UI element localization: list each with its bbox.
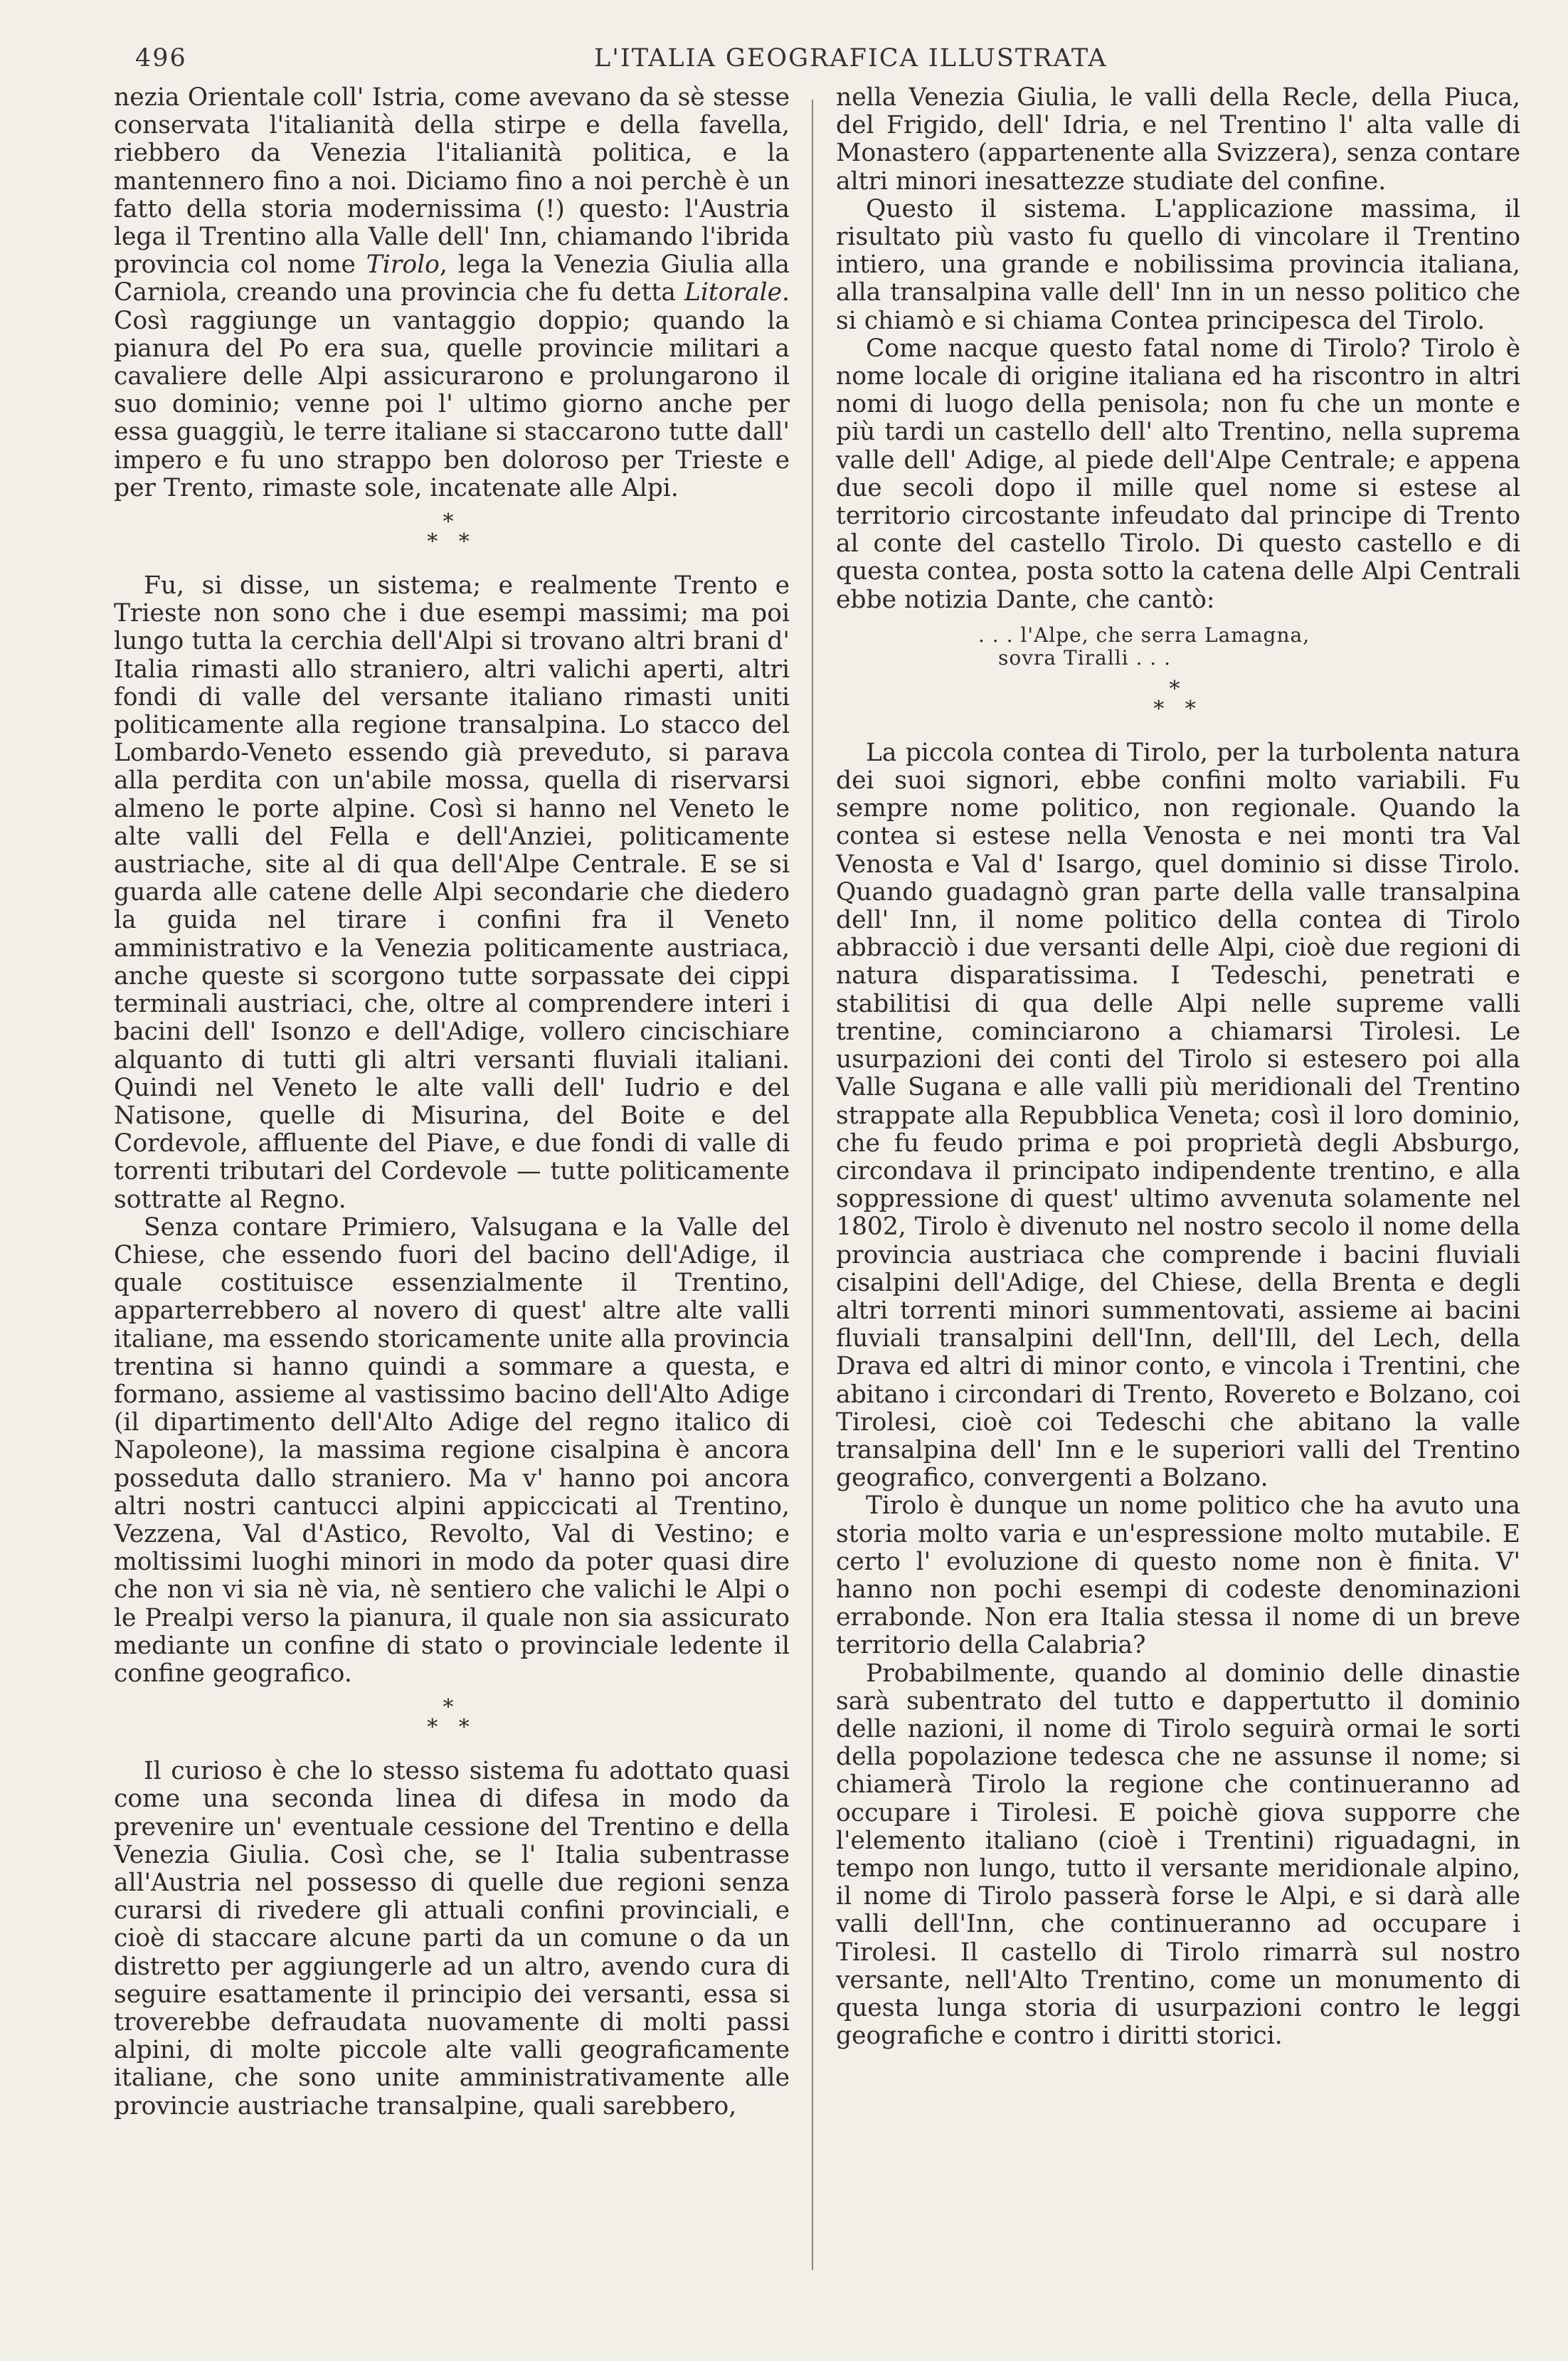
page-number: 496 [135,44,187,73]
column-divider [812,100,813,2270]
running-title: L'ITALIA GEOGRAFICA ILLUSTRATA [594,44,1108,73]
section-separator: * * * [427,1695,477,1741]
left-column [114,84,790,2120]
paragraph: Senza contare Primiero, Valsugana e la Valle del Chiese, che essendo fuori del bacino dell'Adige, il quale costituisce essenzialmente il Trentino, apparterrebbero al novero di quest' altre alte valli italiane, ma essendo storicamente unite alla provincia trentina si hanno quindi a sommare a questa, e formano, assieme al vastissimo bacino dell'Alto Adige (il dipartimento dell'Alto Adige del regno italico di Napoleone), la massima regione cisalpina è ancora posseduta dallo straniero. Ma v' hanno poi ancora altri nostri cantucci alpini appiccicati al Trentino, Vezzena, Val d'Astico, Revolto, Val di Vestino; e moltissimi luoghi minori in modo da poter quasi dire che non vi sia nè via, nè sentiero che valichi le Alpi o le Prealpi verso la pianura, il quale non sia assicurato mediante un confine di stato o provinciale ledente il confine geografico. [114,1213,790,1688]
paragraph: Fu, si disse, un sistema; e realmente Trento e Trieste non sono che i due esempi massimi; ma poi lungo tutta la cerchia dell'Alpi si trovano altri brani d' Italia rimasti allo straniero, altri valichi aperti, altri fondi di valle del versante italiano rimasti uniti politicamente alla regione transalpina. Lo stacco del Lombardo-Veneto essendo già preveduto, si parava alla perdita con un'abile mossa, quella di riservarsi almeno le porte alpine. Così si hanno nel Veneto le alte valli del Fella e dell'Anziei, politicamente austriache, site al di qua dell'Alpe Centrale. E se si guarda alle catene delle Alpi secondarie che diedero la guida nel tirare i confini fra il Veneto amministrativo e la Venezia politicamente austriaca, anche queste si scorgono tutte sorpassate dei cippi terminali austriaci, che, oltre al comprendere interi i bacini dell' Isonzo e dell'Adige, vollero cincischiare alquanto di tutti gli altri versanti fluviali italiani. Quindi nel Veneto le alte valli dell' Iudrio e del Natisone, quelle di Misurina, del Boite e del Cordevole, affluente del Piave, e due fondi di valle di torrenti tributari del Cordevole — tutte politicamente sottratte al Regno. [114,571,790,1214]
paragraph: Tirolo è dunque un nome politico che ha avuto una storia molto varia e un'espressione molto mutabile. E certo l' evoluzione di questo nome non è finita. V' hanno non pochi esempi di codeste denominazioni errabonde. Non era Italia stessa il nome di un breve territorio della Calabria? [836,1491,1520,1660]
page-header [121,44,1476,78]
verse-line: sovra Tiralli . . . [998,645,1171,670]
paragraph: La piccola contea di Tirolo, per la turbolenta natura dei suoi signori, ebbe confini molto variabili. Fu sempre nome politico, non regionale. Quando la contea si estese nella Venosta e nei monti tra Val Venosta e Val d' Isargo, quel dominio si disse Tirolo. Quando guadagnò gran parte della valle transalpina dell' Inn, il nome politico della contea di Tirolo abbracciò i due versanti delle Alpi, cioè due regioni di natura disparatissima. I Tedeschi, penetrati e stabilitisi di qua delle Alpi nelle supreme valli trentine, cominciarono a chiamarsi Tirolesi. Le usurpazioni dei conti del Tirolo si estesero poi alla Valle Sugana e alle valli più meridionali del Trentino strappate alla Repubblica Veneta; così il loro dominio, che fu feudo prima e poi proprietà degli Absburgo, circondava il principato indipendente trentino, e alla soppressione di quest' ultimo avvenuta solamente nel 1802, Tirolo è divenuto nel nostro secolo il nome della provincia austriaca che comprende i bacini fluviali cisalpini dell'Adige, del Chiese, della Brenta e degli altri torrenti minori summentovati, assieme ai bacini fluviali transalpini dell'Inn, dell'Ill, del Lech, della Drava ed altri di minor conto, e vincola i Trentini, che abitano i circondari di Trento, Rovereto e Bolzano, coi Tirolesi, cioè coi Tedeschi che abitano la valle transalpina dell' Inn e le superiori valli del Trentino geografico, convergenti a Bolzano. [836,738,1520,1493]
paragraph: nezia Orientale coll' Istria, come avevano da sè stesse conservata l'italianità della stirpe e della favella, riebbero da Venezia l'italianità politica, e la mantennero fino a noi. Diciamo fino a noi perchè è un fatto della storia modernissima (!) questo: l'Austria lega il Trentino alla Valle dell' Inn, chiamando l'ibrida provincia col nome Tirolo, lega la Venezia Giulia alla Carniola, creando una provincia che fu detta Litorale. Così raggiunge un vantaggio doppio; quando la pianura del Po era sua, quelle provincie militari a cavaliere delle Alpi assicurarono e prolungarono il suo dominio; venne poi l' ultimo giorno anche per essa guaggiù, le terre italiane si staccarono tutte dall' impero e fu uno strappo ben doloroso per Trieste e per Trento, rimaste sole, incatenate alle Alpi. [114,83,790,502]
right-column [836,84,1520,2050]
paragraph: Questo il sistema. L'applicazione massima, il risultato più vasto fu quello di vincolare il Trentino intiero, una grande e nobilissima provincia italiana, alla transalpina valle dell' Inn in un nesso politico che si chiamò e si chiama Contea principesca del Tirolo. [836,194,1520,335]
paragraph: Come nacque questo fatal nome di Tirolo? Tirolo è nome locale di origine italiana ed ha riscontro in altri nomi di luogo della penisola; non fu che un monte e più tardi un castello dell' alto Trentino, nella suprema valle dell' Adige, al piede dell'Alpe Centrale; e appena due secoli dopo il mille quel nome si estese al territorio circostante infeudato dal principe di Trento al conte del castello Tirolo. Di questo castello e di questa contea, posta sotto la catena delle Alpi Centrali ebbe notizia Dante, che cantò: [836,334,1520,614]
paragraph: Il curioso è che lo stesso sistema fu adottato quasi come una seconda linea di difesa in modo da prevenire un' eventuale cessione del Trentino e della Venezia Giulia. Così che, se l' Italia subentrasse all'Austria nel possesso di quelle due regioni senza curarsi di rivedere gli attuali confini provinciali, e cioè di staccare alcune parti da un comune o da un distretto per aggiungerle ad un altro, avendo cura di seguire esattamente il principio dei versanti, essa si troverebbe defraudata nuovamente di molti passi alpini, di molte piccole alte valli geograficamente italiane, che sono unite amministrativamente alle provincie austriache transalpine, quali sarebbero, [114,1757,790,2120]
italic-term: Tirolo [366,250,440,280]
verse-line: . . . l'Alpe, che serra Lamagna, [978,623,1310,647]
section-separator: * * * [1153,676,1203,722]
paragraph: nella Venezia Giulia, le valli della Recle, della Piuca, del Frigido, dell' Idria, e nel Trentino l' alta valle di Monastero (appartenente alla Svizzera), senza contare altri minori inesattezze studiate del confine. [836,83,1520,196]
italic-term: Litorale [684,278,783,307]
section-separator: * * * [427,509,477,555]
paragraph: Probabilmente, quando al dominio delle dinastie sarà subentrato del tutto e dappertutto il dominio delle nazioni, il nome di Tirolo seguirà ormai le sorti della popolazione tedesca che ne assunse il nome; si chiamerà Tirolo la regione che continueranno ad occupare i Tirolesi. E poichè giova supporre che l'elemento italiano (cioè i Trentini) riguadagni, in tempo non lungo, tutto il versante meridionale alpino, il nome di Tirolo passerà forse le Alpi, e si darà alle valli dell'Inn, che continueranno ad occupare i Tirolesi. Il castello di Tirolo rimarrà sul nostro versante, nell'Alto Trentino, come un monumento di questa lunga storia di usurpazioni contro le leggi geografiche e contro i diritti storici. [836,1659,1520,2051]
verse-quote [978,624,1520,670]
